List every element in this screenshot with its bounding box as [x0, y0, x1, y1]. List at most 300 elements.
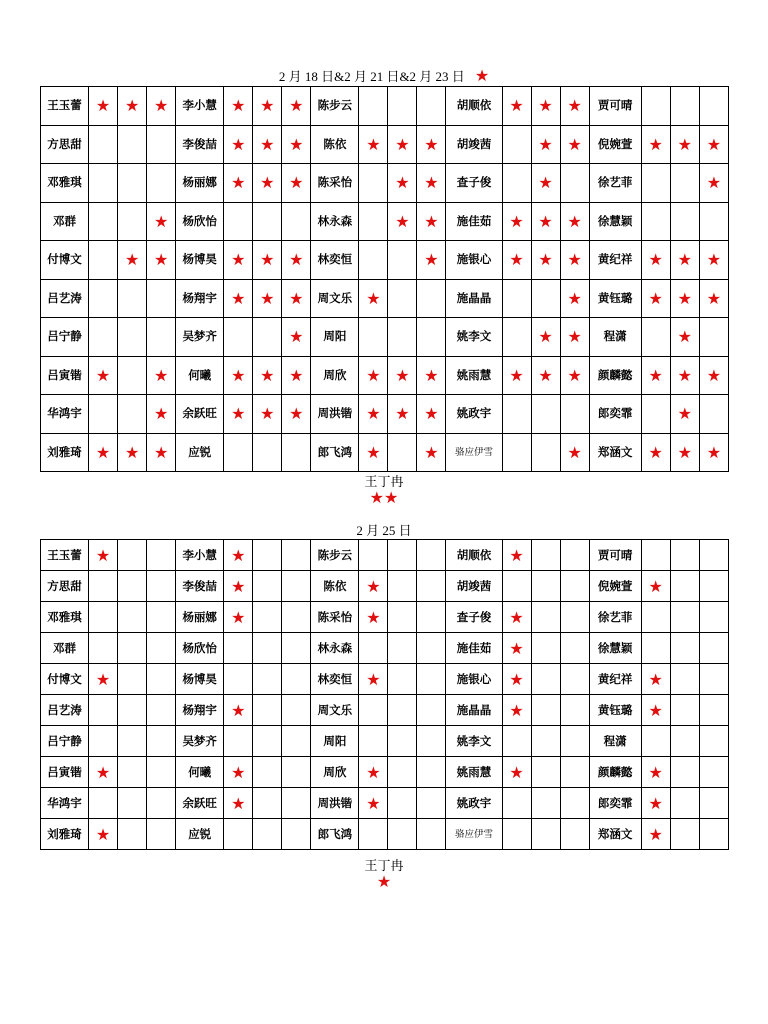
star-icon: ★	[670, 241, 699, 280]
student-name-cell: 林奕恒	[311, 241, 359, 280]
section2-table	[40, 539, 729, 850]
star-icon: ★	[359, 788, 388, 819]
student-name-cell: 姚政宇	[446, 788, 502, 819]
student-name-cell: 李小慧	[176, 87, 224, 126]
star-icon: ★	[89, 540, 118, 571]
star-icon: ★	[282, 241, 311, 280]
footer-stars-icon: ★★	[369, 490, 399, 507]
student-name-cell: 方思甜	[41, 125, 89, 164]
empty-mark-cell	[89, 125, 118, 164]
star-icon: ★	[224, 757, 253, 788]
empty-mark-cell	[118, 757, 147, 788]
empty-mark-cell	[641, 540, 670, 571]
star-icon: ★	[531, 125, 560, 164]
star-icon: ★	[502, 757, 531, 788]
empty-mark-cell	[147, 125, 176, 164]
empty-mark-cell	[118, 726, 147, 757]
empty-mark-cell	[502, 726, 531, 757]
student-name-cell: 程潇	[589, 726, 641, 757]
star-icon: ★	[224, 395, 253, 434]
student-name-cell: 胡顺依	[446, 540, 502, 571]
student-name-cell: 吕寅锴	[41, 356, 89, 395]
star-icon: ★	[89, 664, 118, 695]
student-name-cell: 应锐	[176, 819, 224, 850]
student-name-cell: 何曦	[176, 356, 224, 395]
star-icon: ★	[224, 279, 253, 318]
star-icon: ★	[641, 356, 670, 395]
empty-mark-cell	[118, 202, 147, 241]
student-name-cell: 林奕恒	[311, 664, 359, 695]
empty-mark-cell	[118, 695, 147, 726]
empty-mark-cell	[417, 318, 446, 357]
empty-mark-cell	[89, 726, 118, 757]
star-icon: ★	[560, 318, 589, 357]
student-name-cell: 陈步云	[311, 87, 359, 126]
star-icon: ★	[417, 433, 446, 472]
empty-mark-cell	[417, 726, 446, 757]
star-icon: ★	[531, 241, 560, 280]
star-icon: ★	[641, 819, 670, 850]
student-name-cell: 周文乐	[311, 279, 359, 318]
star-icon: ★	[531, 356, 560, 395]
student-name-cell: 邓群	[41, 202, 89, 241]
empty-mark-cell	[641, 602, 670, 633]
empty-mark-cell	[699, 540, 728, 571]
empty-mark-cell	[670, 726, 699, 757]
star-icon: ★	[417, 164, 446, 203]
table-row	[41, 356, 729, 395]
empty-mark-cell	[388, 571, 417, 602]
empty-mark-cell	[253, 602, 282, 633]
star-icon: ★	[224, 241, 253, 280]
empty-mark-cell	[224, 318, 253, 357]
empty-mark-cell	[89, 279, 118, 318]
empty-mark-cell	[147, 540, 176, 571]
empty-mark-cell	[531, 819, 560, 850]
star-icon: ★	[670, 356, 699, 395]
empty-mark-cell	[118, 356, 147, 395]
table-row	[41, 819, 729, 850]
table-row	[41, 540, 729, 571]
star-icon: ★	[359, 356, 388, 395]
star-icon: ★	[253, 241, 282, 280]
empty-mark-cell	[147, 571, 176, 602]
star-icon: ★	[560, 87, 589, 126]
empty-mark-cell	[253, 540, 282, 571]
star-icon: ★	[359, 602, 388, 633]
section2-footer	[0, 855, 768, 892]
empty-mark-cell	[253, 202, 282, 241]
star-icon: ★	[147, 356, 176, 395]
empty-mark-cell	[641, 202, 670, 241]
star-icon: ★	[670, 433, 699, 472]
empty-mark-cell	[147, 819, 176, 850]
empty-mark-cell	[253, 571, 282, 602]
section1-title-text: 2 月 18 日&2 月 21 日&2 月 23 日	[278, 69, 465, 84]
empty-mark-cell	[253, 819, 282, 850]
empty-mark-cell	[417, 602, 446, 633]
star-icon: ★	[253, 87, 282, 126]
star-icon: ★	[253, 395, 282, 434]
student-name-cell: 杨翔宇	[176, 279, 224, 318]
star-icon: ★	[388, 395, 417, 434]
star-icon: ★	[699, 279, 728, 318]
empty-mark-cell	[388, 241, 417, 280]
empty-mark-cell	[699, 664, 728, 695]
empty-mark-cell	[560, 664, 589, 695]
table-row	[41, 695, 729, 726]
student-name-cell: 黄纪祥	[589, 241, 641, 280]
star-icon: ★	[641, 757, 670, 788]
star-icon: ★	[670, 318, 699, 357]
star-icon: ★	[282, 279, 311, 318]
student-name-cell: 陈采怡	[311, 164, 359, 203]
student-name-cell: 王玉蕾	[41, 540, 89, 571]
table-row	[41, 788, 729, 819]
table-row	[41, 87, 729, 126]
student-name-cell: 倪婉萱	[589, 571, 641, 602]
empty-mark-cell	[282, 540, 311, 571]
star-icon: ★	[670, 395, 699, 434]
empty-mark-cell	[417, 664, 446, 695]
empty-mark-cell	[118, 819, 147, 850]
empty-mark-cell	[670, 819, 699, 850]
empty-mark-cell	[282, 695, 311, 726]
empty-mark-cell	[531, 279, 560, 318]
empty-mark-cell	[699, 202, 728, 241]
student-name-cell: 胡竣茜	[446, 125, 502, 164]
star-icon: ★	[699, 125, 728, 164]
student-name-cell: 吕宁静	[41, 318, 89, 357]
empty-mark-cell	[699, 695, 728, 726]
empty-mark-cell	[388, 819, 417, 850]
empty-mark-cell	[147, 318, 176, 357]
empty-mark-cell	[502, 571, 531, 602]
empty-mark-cell	[502, 819, 531, 850]
student-name-cell: 余跃旺	[176, 788, 224, 819]
empty-mark-cell	[359, 633, 388, 664]
empty-mark-cell	[224, 202, 253, 241]
star-icon: ★	[641, 279, 670, 318]
empty-mark-cell	[282, 664, 311, 695]
empty-mark-cell	[531, 395, 560, 434]
table-row	[41, 279, 729, 318]
empty-mark-cell	[89, 241, 118, 280]
student-name-cell: 杨欣怡	[176, 202, 224, 241]
empty-mark-cell	[560, 602, 589, 633]
star-icon: ★	[282, 87, 311, 126]
empty-mark-cell	[417, 757, 446, 788]
table-row	[41, 633, 729, 664]
section2-title	[0, 520, 768, 539]
student-name-cell: 付博文	[41, 664, 89, 695]
student-name-cell: 周洪锴	[311, 788, 359, 819]
empty-mark-cell	[641, 318, 670, 357]
student-name-cell: 程潇	[589, 318, 641, 357]
empty-mark-cell	[699, 602, 728, 633]
student-name-cell: 何曦	[176, 757, 224, 788]
empty-mark-cell	[89, 695, 118, 726]
empty-mark-cell	[147, 757, 176, 788]
empty-mark-cell	[670, 633, 699, 664]
student-name-cell: 黄纪祥	[589, 664, 641, 695]
empty-mark-cell	[147, 664, 176, 695]
empty-mark-cell	[560, 757, 589, 788]
empty-mark-cell	[89, 164, 118, 203]
star-icon: ★	[502, 356, 531, 395]
student-name-cell: 周阳	[311, 726, 359, 757]
empty-mark-cell	[118, 602, 147, 633]
student-name-cell: 郎飞鸿	[311, 819, 359, 850]
empty-mark-cell	[388, 757, 417, 788]
empty-mark-cell	[147, 695, 176, 726]
star-icon: ★	[224, 87, 253, 126]
table-row	[41, 125, 729, 164]
star-icon: ★	[253, 164, 282, 203]
star-icon: ★	[531, 87, 560, 126]
student-name-cell: 查子俊	[446, 164, 502, 203]
star-icon: ★	[560, 202, 589, 241]
star-icon: ★	[147, 433, 176, 472]
empty-mark-cell	[670, 571, 699, 602]
student-name-cell: 陈步云	[311, 540, 359, 571]
empty-mark-cell	[670, 788, 699, 819]
star-icon: ★	[359, 664, 388, 695]
empty-mark-cell	[118, 540, 147, 571]
section2-title-text: 2 月 25 日	[356, 523, 412, 538]
empty-mark-cell	[359, 241, 388, 280]
empty-mark-cell	[282, 633, 311, 664]
empty-mark-cell	[388, 87, 417, 126]
star-icon: ★	[560, 125, 589, 164]
empty-mark-cell	[282, 819, 311, 850]
star-icon: ★	[89, 757, 118, 788]
star-icon: ★	[641, 125, 670, 164]
star-icon: ★	[147, 202, 176, 241]
empty-mark-cell	[502, 164, 531, 203]
student-name-cell: 郎奕霏	[589, 395, 641, 434]
empty-mark-cell	[118, 279, 147, 318]
student-name-cell: 应锐	[176, 433, 224, 472]
student-name-cell: 姚雨慧	[446, 757, 502, 788]
empty-mark-cell	[388, 279, 417, 318]
section1-title	[0, 66, 768, 86]
empty-mark-cell	[359, 726, 388, 757]
table-row	[41, 318, 729, 357]
empty-mark-cell	[359, 202, 388, 241]
table-row	[41, 571, 729, 602]
student-name-cell: 黄钰璐	[589, 695, 641, 726]
empty-mark-cell	[699, 633, 728, 664]
empty-mark-cell	[253, 726, 282, 757]
empty-mark-cell	[282, 602, 311, 633]
empty-mark-cell	[417, 87, 446, 126]
star-icon: ★	[641, 433, 670, 472]
section1-footer-name: 王丁冉	[364, 474, 404, 489]
student-name-cell: 周欣	[311, 356, 359, 395]
star-icon: ★	[224, 540, 253, 571]
empty-mark-cell	[253, 664, 282, 695]
student-name-cell: 杨欣怡	[176, 633, 224, 664]
empty-mark-cell	[89, 602, 118, 633]
star-icon: ★	[531, 202, 560, 241]
star-icon: ★	[89, 87, 118, 126]
star-icon: ★	[417, 356, 446, 395]
empty-mark-cell	[147, 279, 176, 318]
empty-mark-cell	[282, 757, 311, 788]
empty-mark-cell	[118, 633, 147, 664]
empty-mark-cell	[89, 633, 118, 664]
empty-mark-cell	[388, 788, 417, 819]
empty-mark-cell	[224, 726, 253, 757]
empty-mark-cell	[417, 633, 446, 664]
student-name-cell: 徐艺菲	[589, 164, 641, 203]
student-name-cell: 杨博昊	[176, 241, 224, 280]
star-icon: ★	[560, 279, 589, 318]
star-icon: ★	[417, 125, 446, 164]
empty-mark-cell	[641, 87, 670, 126]
star-icon: ★	[359, 279, 388, 318]
student-name-cell: 施佳茹	[446, 633, 502, 664]
student-name-cell: 周洪锴	[311, 395, 359, 434]
star-icon: ★	[641, 788, 670, 819]
empty-mark-cell	[282, 433, 311, 472]
star-icon: ★	[147, 241, 176, 280]
student-name-cell: 华鸿宇	[41, 788, 89, 819]
empty-mark-cell	[388, 433, 417, 472]
star-icon: ★	[560, 433, 589, 472]
star-icon: ★	[224, 164, 253, 203]
empty-mark-cell	[560, 788, 589, 819]
student-name-cell: 刘雅琦	[41, 819, 89, 850]
star-icon: ★	[417, 241, 446, 280]
table-row	[41, 241, 729, 280]
student-name-cell: 郎飞鸿	[311, 433, 359, 472]
star-icon: ★	[388, 164, 417, 203]
empty-mark-cell	[282, 788, 311, 819]
star-icon: ★	[253, 279, 282, 318]
empty-mark-cell	[641, 395, 670, 434]
section2-footer-name: 王丁冉	[364, 858, 404, 873]
student-name-cell: 施银心	[446, 664, 502, 695]
student-name-cell: 林永森	[311, 633, 359, 664]
table-row	[41, 164, 729, 203]
empty-mark-cell	[147, 788, 176, 819]
star-icon: ★	[388, 202, 417, 241]
empty-mark-cell	[641, 164, 670, 203]
empty-mark-cell	[699, 87, 728, 126]
student-name-cell: 杨翔宇	[176, 695, 224, 726]
empty-mark-cell	[560, 164, 589, 203]
student-name-cell: 徐慧颖	[589, 633, 641, 664]
star-icon: ★	[359, 571, 388, 602]
student-name-cell: 刘雅琦	[41, 433, 89, 472]
empty-mark-cell	[531, 757, 560, 788]
student-name-cell: 李俊喆	[176, 571, 224, 602]
empty-mark-cell	[359, 695, 388, 726]
star-icon: ★	[89, 356, 118, 395]
student-name-cell: 陈依	[311, 125, 359, 164]
empty-mark-cell	[224, 633, 253, 664]
star-icon: ★	[224, 356, 253, 395]
empty-mark-cell	[560, 540, 589, 571]
star-icon: ★	[282, 318, 311, 357]
star-icon: ★	[417, 202, 446, 241]
empty-mark-cell	[359, 819, 388, 850]
empty-mark-cell	[417, 540, 446, 571]
star-icon: ★	[89, 819, 118, 850]
star-icon: ★	[388, 356, 417, 395]
empty-mark-cell	[359, 87, 388, 126]
empty-mark-cell	[531, 633, 560, 664]
student-name-cell: 姚雨慧	[446, 356, 502, 395]
star-icon: ★	[641, 571, 670, 602]
student-name-cell: 陈依	[311, 571, 359, 602]
empty-mark-cell	[670, 164, 699, 203]
student-name-cell: 余跃旺	[176, 395, 224, 434]
empty-mark-cell	[388, 695, 417, 726]
star-icon: ★	[359, 757, 388, 788]
empty-mark-cell	[531, 602, 560, 633]
student-name-cell: 林永森	[311, 202, 359, 241]
student-name-cell: 施晶晶	[446, 695, 502, 726]
student-name-cell: 邓群	[41, 633, 89, 664]
empty-mark-cell	[502, 279, 531, 318]
student-name-cell: 陈采怡	[311, 602, 359, 633]
student-name-cell: 李小慧	[176, 540, 224, 571]
star-icon: ★	[531, 318, 560, 357]
star-icon: ★	[502, 202, 531, 241]
star-icon: ★	[670, 125, 699, 164]
student-name-cell: 吴梦齐	[176, 318, 224, 357]
empty-mark-cell	[502, 125, 531, 164]
student-name-cell: 骆应伊雪	[446, 433, 502, 472]
empty-mark-cell	[560, 633, 589, 664]
empty-mark-cell	[670, 695, 699, 726]
table-row	[41, 202, 729, 241]
star-icon: ★	[282, 395, 311, 434]
student-name-cell: 胡顺依	[446, 87, 502, 126]
student-name-cell: 吕艺涛	[41, 695, 89, 726]
star-icon: ★	[699, 164, 728, 203]
empty-mark-cell	[118, 664, 147, 695]
student-name-cell: 吴梦齐	[176, 726, 224, 757]
empty-mark-cell	[502, 318, 531, 357]
student-name-cell: 杨丽娜	[176, 164, 224, 203]
empty-mark-cell	[531, 788, 560, 819]
empty-mark-cell	[118, 395, 147, 434]
empty-mark-cell	[388, 633, 417, 664]
empty-mark-cell	[502, 395, 531, 434]
table-row	[41, 395, 729, 434]
student-name-cell: 施晶晶	[446, 279, 502, 318]
empty-mark-cell	[253, 318, 282, 357]
student-name-cell: 杨丽娜	[176, 602, 224, 633]
empty-mark-cell	[531, 433, 560, 472]
student-name-cell: 华鸿宇	[41, 395, 89, 434]
student-name-cell: 姚李文	[446, 318, 502, 357]
star-icon: ★	[224, 695, 253, 726]
empty-mark-cell	[253, 695, 282, 726]
star-icon: ★	[502, 695, 531, 726]
empty-mark-cell	[118, 125, 147, 164]
star-icon: ★	[502, 633, 531, 664]
empty-mark-cell	[531, 571, 560, 602]
empty-mark-cell	[670, 87, 699, 126]
student-name-cell: 贾可晴	[589, 540, 641, 571]
empty-mark-cell	[118, 788, 147, 819]
empty-mark-cell	[560, 571, 589, 602]
